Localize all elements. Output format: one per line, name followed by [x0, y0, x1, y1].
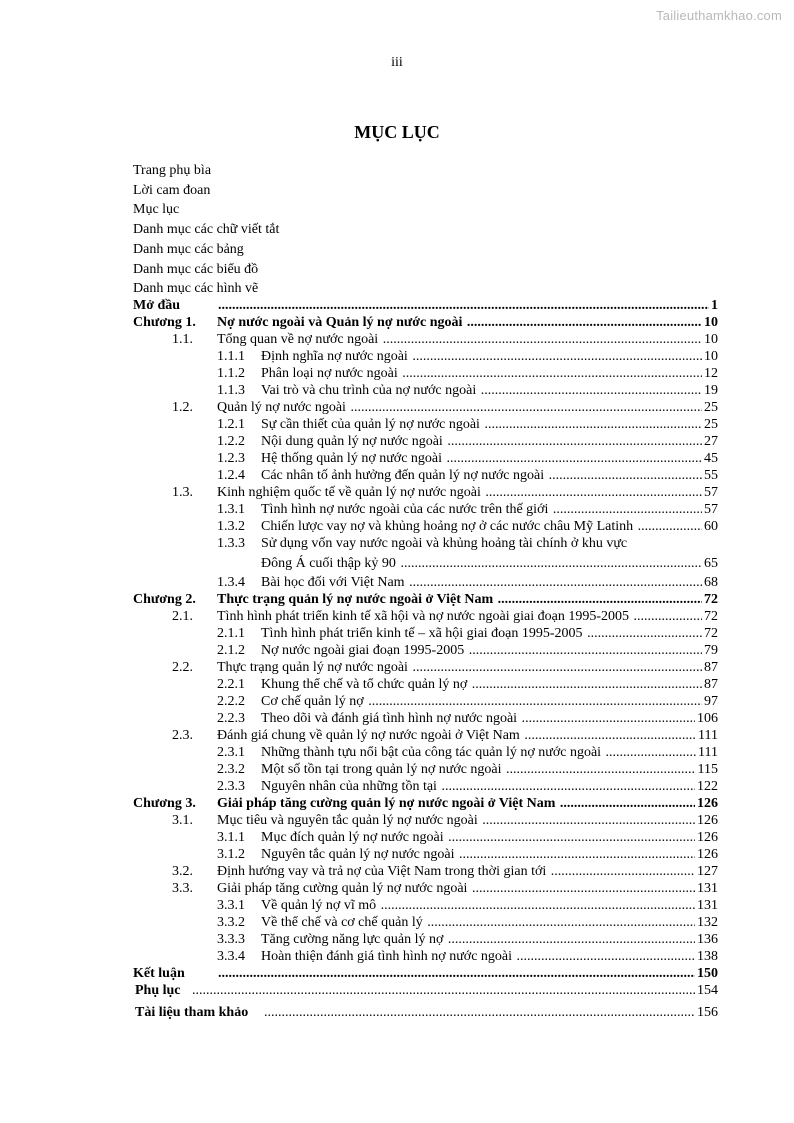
- toc-page-number: 87: [704, 677, 718, 692]
- toc-entry-text-with-leader: [217, 331, 718, 348]
- toc-entry[interactable]: [133, 484, 718, 501]
- page-title: MỤC LỤC: [354, 122, 440, 142]
- toc-entry-title: Thực trạng quản lý nợ nước ngoài: [217, 660, 408, 675]
- toc-subsection-number: 1.1.1: [217, 349, 245, 364]
- toc-entry[interactable]: [133, 501, 718, 518]
- toc-entry-text-with-leader: [261, 846, 718, 863]
- toc-entry-title: Nợ nước ngoài giai đoạn 1995-2005: [261, 643, 465, 658]
- toc-page-number: 68: [704, 575, 718, 590]
- toc-page-number: 72: [704, 609, 718, 624]
- toc-entry-title: Đánh giá chung về quản lý nợ nước ngoài ở Việt Nam: [217, 728, 520, 743]
- toc-section-number: 2.3.: [172, 728, 193, 743]
- toc-entry-title: Đông Á cuối thập kỷ 90: [261, 555, 396, 571]
- toc-page-number: 106: [697, 711, 718, 726]
- toc-entry-title: Định nghĩa nợ nước ngoài: [261, 349, 408, 364]
- toc-entry-title: Những thành tựu nổi bật của công tác quản lý nợ nước ngoài: [261, 745, 602, 760]
- toc-page-number: 10: [704, 349, 718, 364]
- front-matter-item: Mục lục: [133, 202, 180, 218]
- toc-entry[interactable]: [133, 727, 718, 744]
- toc-entry[interactable]: [133, 591, 718, 608]
- toc-chapter-label: Chương 3.: [133, 796, 196, 811]
- toc-entry-text-with-leader: [261, 501, 718, 518]
- toc-subsection-number: 1.3.3: [217, 536, 245, 551]
- toc-page-number: 87: [704, 660, 718, 675]
- toc-page-number: 25: [704, 417, 718, 432]
- toc-entry-title: [191, 983, 192, 998]
- toc-subsection-number: 1.3.4: [217, 575, 245, 590]
- toc-page-number: 131: [697, 881, 718, 896]
- toc-entry-text-with-leader: [261, 365, 718, 382]
- toc-entry-title: Mục tiêu và nguyên tắc quản lý nợ nước ngoài: [217, 813, 478, 828]
- toc-entry-title: [217, 966, 218, 981]
- toc-entry-title: Các nhân tố ảnh hưởng đến quản lý nợ nước ngoài: [261, 468, 545, 483]
- toc-entry[interactable]: [133, 416, 718, 433]
- toc-subsection-number: 1.1.3: [217, 383, 245, 398]
- toc-entry[interactable]: [133, 829, 718, 846]
- toc-section-number: 1.2.: [172, 400, 193, 415]
- toc-page-number: 126: [697, 847, 718, 862]
- toc-entry[interactable]: [133, 608, 718, 625]
- toc-entry-title: Tình hình phát triển kinh tế xã hội và nợ nước ngoài giai đoạn 1995-2005: [217, 609, 629, 624]
- toc-page-number: 10: [704, 315, 718, 330]
- toc-entry-text-with-leader: [217, 880, 718, 897]
- toc-entry-title: Khung thể chế và tổ chức quản lý nợ: [261, 677, 468, 692]
- toc-entry-title: Cơ chế quản lý nợ: [261, 694, 364, 709]
- toc-subsection-number: 3.3.2: [217, 915, 245, 930]
- toc-entry[interactable]: [133, 710, 718, 727]
- front-matter-item: Danh mục các hình vẽ: [133, 281, 259, 297]
- toc-subsection-number: 1.3.2: [217, 519, 245, 534]
- toc-subsection-number: 3.3.4: [217, 949, 245, 964]
- toc-entry[interactable]: [133, 642, 718, 659]
- toc-subsection-number: 3.3.3: [217, 932, 245, 947]
- toc-page-number: 12: [704, 366, 718, 381]
- toc-entry-text-with-leader: [217, 484, 718, 501]
- toc-entry-title: Tổng quan về nợ nước ngoài: [217, 332, 379, 347]
- toc-entry-text-with-leader: [217, 297, 718, 314]
- toc-entry-title: Kinh nghiệm quốc tế về quản lý nợ nước ngoài: [217, 485, 481, 500]
- toc-entry[interactable]: [133, 761, 718, 778]
- toc-section-number: 1.1.: [172, 332, 193, 347]
- toc-entry-title: Mục đích quản lý nợ nước ngoài: [261, 830, 444, 845]
- toc-entry-text-with-leader: [217, 727, 718, 744]
- toc-page-number: 27: [704, 434, 718, 449]
- toc-top-label: Phụ lục: [135, 983, 181, 998]
- toc-page-number: 111: [698, 745, 718, 760]
- toc-chapter-label: Chương 2.: [133, 592, 196, 607]
- toc-page-number: 131: [697, 898, 718, 913]
- toc-subsection-number: 2.2.3: [217, 711, 245, 726]
- toc-entry-title: Sự cần thiết của quản lý nợ nước ngoài: [261, 417, 480, 432]
- toc-page-number: 79: [704, 643, 718, 658]
- toc-entry[interactable]: [133, 659, 718, 676]
- toc-entry[interactable]: [133, 676, 718, 693]
- front-matter-item: Lời cam đoan: [133, 182, 211, 198]
- toc-page-number: 97: [704, 694, 718, 709]
- toc-subsection-number: 2.3.1: [217, 745, 245, 760]
- toc-section-number: 1.3.: [172, 485, 193, 500]
- toc-entry[interactable]: [133, 433, 718, 450]
- toc-entry[interactable]: [133, 574, 718, 591]
- toc-subsection-number: 1.3.1: [217, 502, 245, 517]
- toc-entry[interactable]: [133, 450, 718, 467]
- toc-entry-text-with-leader: [261, 416, 718, 433]
- front-matter-item: Danh mục các bảng: [133, 241, 244, 257]
- toc-section-number: 2.1.: [172, 609, 193, 624]
- toc-entry[interactable]: [133, 914, 718, 931]
- toc-page-number: 154: [697, 983, 718, 998]
- toc-entry[interactable]: [133, 948, 718, 965]
- toc-page-number: 115: [697, 762, 718, 777]
- toc-page-number: 126: [697, 796, 718, 811]
- toc-entry-text-with-leader: [261, 693, 718, 710]
- toc-page-number: 126: [697, 813, 718, 828]
- toc-entry-title: Chiến lược vay nợ và khủng hoảng nợ ở các nước châu Mỹ Latinh: [261, 519, 634, 534]
- toc-entry-text-with-leader: [261, 642, 718, 659]
- toc-entry[interactable]: [133, 880, 718, 897]
- toc-entry-title: Quản lý nợ nước ngoài: [217, 400, 346, 415]
- toc-entry-text-with-leader: [217, 965, 718, 982]
- toc-entry-text-with-leader: [191, 982, 718, 999]
- toc-subsection-number: 3.1.2: [217, 847, 245, 862]
- toc-subsection-number: 1.2.3: [217, 451, 245, 466]
- toc-page-number: 45: [704, 451, 718, 466]
- toc-entry-title: Tình hình nợ nước ngoài của các nước trên thế giới: [261, 502, 549, 517]
- toc-page-number: 25: [704, 400, 718, 415]
- toc-entry-title: Giải pháp tăng cường quản lý nợ nước ngoài ở Việt Nam: [217, 796, 556, 811]
- toc-entry-title: Tăng cường năng lực quản lý nợ: [261, 932, 444, 947]
- toc-subsection-number: 1.2.4: [217, 468, 245, 483]
- toc-entry-title: Nguyên tắc quản lý nợ nước ngoài: [261, 847, 455, 862]
- toc-entry[interactable]: [133, 795, 718, 812]
- toc-entry[interactable]: [133, 863, 718, 880]
- toc-entry-text-with-leader: [261, 555, 718, 572]
- toc-page-number: 10: [704, 332, 718, 347]
- toc-subsection-number: 3.3.1: [217, 898, 245, 913]
- toc-page-number: 57: [704, 502, 718, 517]
- toc-subsection-number: 2.2.1: [217, 677, 245, 692]
- toc-entry-text-with-leader: [217, 812, 718, 829]
- front-matter-item: Danh mục các biểu đồ: [133, 261, 259, 277]
- toc-entry-text-with-leader: [261, 348, 718, 365]
- toc-entry-title: Sử dụng vốn vay nước ngoài và khủng hoảng tài chính ở khu vực: [261, 536, 628, 551]
- toc-entry-text-with-leader: [261, 761, 718, 778]
- toc-entry[interactable]: [133, 846, 718, 863]
- toc-section-number: 3.1.: [172, 813, 193, 828]
- toc-subsection-number: 2.2.2: [217, 694, 245, 709]
- toc-entry-title: [263, 1005, 264, 1020]
- toc-subsection-number: 1.2.1: [217, 417, 245, 432]
- toc-section-number: 3.3.: [172, 881, 193, 896]
- toc-page-number: 122: [697, 779, 718, 794]
- toc-entry-title: Về thể chế và cơ chế quản lý: [261, 915, 423, 930]
- toc-entry-title: Nội dung quản lý nợ nước ngoài: [261, 434, 443, 449]
- toc-entry[interactable]: [133, 365, 718, 382]
- toc-page-number: 150: [697, 966, 718, 981]
- toc-entry-title: Một số tồn tại trong quản lý nợ nước ngoài: [261, 762, 502, 777]
- toc-entry-text-with-leader: [261, 897, 718, 914]
- toc-entry[interactable]: [133, 897, 718, 914]
- toc-entry[interactable]: [133, 1004, 718, 1026]
- toc-chapter-label: Chương 1.: [133, 315, 196, 330]
- toc-page-number: 57: [704, 485, 718, 500]
- toc-subsection-number: 2.1.1: [217, 626, 245, 641]
- toc-entry[interactable]: [133, 467, 718, 484]
- toc-entry-text-with-leader: [261, 450, 718, 467]
- toc-entry-text-with-leader: [217, 399, 718, 416]
- watermark: Tailieuthamkhao.com: [656, 8, 782, 23]
- toc-entry-text-with-leader: [261, 535, 718, 552]
- toc-entry-title: Theo dõi và đánh giá tình hình nợ nước ngoài: [261, 711, 518, 726]
- toc-subsection-number: 2.3.2: [217, 762, 245, 777]
- toc-entry[interactable]: [133, 382, 718, 399]
- toc-entry[interactable]: [133, 982, 718, 1004]
- toc-section-number: 3.2.: [172, 864, 193, 879]
- toc-entry[interactable]: [133, 399, 718, 416]
- toc-page-number: 126: [697, 830, 718, 845]
- toc-subsection-number: 2.1.2: [217, 643, 245, 658]
- toc-page-number: 132: [697, 915, 718, 930]
- toc-entry[interactable]: [133, 744, 718, 761]
- toc-entry-title: Bài học đối với Việt Nam: [261, 575, 405, 590]
- toc-subsection-number: 2.3.3: [217, 779, 245, 794]
- toc-entry-title: Nguyên nhân của những tồn tại: [261, 779, 437, 794]
- toc-entry-text-with-leader: [261, 931, 718, 948]
- toc-page-number: 72: [704, 592, 718, 607]
- toc-entry[interactable]: [133, 778, 718, 795]
- toc-entry-text-with-leader: [261, 744, 718, 761]
- toc-subsection-number: 3.1.1: [217, 830, 245, 845]
- toc-top-label: Mở đầu: [133, 298, 181, 313]
- toc-entry-title: [217, 298, 218, 313]
- toc-page-number: 127: [697, 864, 718, 879]
- toc-entry-text-with-leader: [261, 433, 718, 450]
- toc-page-number: 138: [697, 949, 718, 964]
- toc-entry-title: Về quản lý nợ vĩ mô: [261, 898, 377, 913]
- toc-entry[interactable]: [133, 314, 718, 331]
- toc-entry-text-with-leader: [217, 863, 718, 880]
- toc-entry-text-with-leader: [261, 382, 718, 399]
- toc-entry[interactable]: [133, 348, 718, 365]
- toc-page-number: 55: [704, 468, 718, 483]
- toc-entry-text-with-leader: [217, 795, 718, 812]
- toc-entry-text-with-leader: [261, 914, 718, 931]
- toc-entry-title: Vai trò và chu trình của nợ nước ngoài: [261, 383, 477, 398]
- toc-entry-text-with-leader: [217, 591, 718, 608]
- toc-entry[interactable]: [133, 965, 718, 982]
- toc-page-number: 136: [697, 932, 718, 947]
- table-of-contents: [133, 297, 718, 1026]
- toc-entry-text-with-leader: [261, 574, 718, 591]
- toc-entry[interactable]: [133, 535, 718, 555]
- toc-entry-text-with-leader: [261, 676, 718, 693]
- toc-entry-text-with-leader: [217, 608, 718, 625]
- toc-entry-title: Giải pháp tăng cường quản lý nợ nước ngoài: [217, 881, 468, 896]
- toc-entry[interactable]: [133, 331, 718, 348]
- toc-entry-text-with-leader: [261, 829, 718, 846]
- toc-entry-title: Phân loại nợ nước ngoài: [261, 366, 398, 381]
- toc-page-number: 156: [697, 1005, 718, 1020]
- toc-entry-title: Thực trạng quản lý nợ nước ngoài ở Việt Nam: [217, 592, 494, 607]
- toc-page-number: 72: [704, 626, 718, 641]
- toc-entry-text-with-leader: [217, 314, 718, 331]
- toc-page-number: 65: [704, 555, 718, 571]
- toc-entry-text-with-leader: [217, 659, 718, 676]
- toc-entry-text-with-leader: [261, 625, 718, 642]
- toc-entry[interactable]: [133, 812, 718, 829]
- toc-entry[interactable]: [133, 297, 718, 314]
- toc-entry[interactable]: [133, 555, 718, 575]
- toc-entry-text-with-leader: [263, 1004, 718, 1021]
- toc-entry-text-with-leader: [261, 778, 718, 795]
- toc-entry[interactable]: [133, 693, 718, 710]
- toc-subsection-number: 1.2.2: [217, 434, 245, 449]
- toc-entry[interactable]: [133, 931, 718, 948]
- toc-top-label: Kết luận: [133, 966, 185, 981]
- toc-entry-text-with-leader: [261, 467, 718, 484]
- page-number: iii: [391, 55, 403, 70]
- front-matter-item: Trang phụ bìa: [133, 163, 212, 178]
- toc-page-number: 19: [704, 383, 718, 398]
- toc-section-number: 2.2.: [172, 660, 193, 675]
- toc-entry-title: Tình hình phát triển kinh tế – xã hội giai đoạn 1995-2005: [261, 626, 583, 641]
- front-matter-list: [133, 161, 279, 299]
- toc-entry-title: Nợ nước ngoài và Quản lý nợ nước ngoài: [217, 315, 463, 330]
- toc-page-number: 111: [698, 728, 718, 743]
- toc-top-label: Tài liệu tham khảo: [135, 1005, 249, 1020]
- toc-entry-text-with-leader: [261, 518, 718, 535]
- toc-entry-title: Hệ thống quản lý nợ nước ngoài: [261, 451, 443, 466]
- toc-entry-text-with-leader: [261, 948, 718, 965]
- toc-entry[interactable]: [133, 625, 718, 642]
- toc-page-number: 60: [704, 519, 718, 534]
- toc-page-number: 1: [711, 298, 718, 313]
- front-matter-item: Danh mục các chữ viết tắt: [133, 222, 280, 238]
- toc-entry-title: Định hướng vay và trả nợ của Việt Nam trong thời gian tới: [217, 864, 547, 879]
- toc-entry[interactable]: [133, 518, 718, 535]
- toc-entry-text-with-leader: [261, 710, 718, 727]
- toc-subsection-number: 1.1.2: [217, 366, 245, 381]
- toc-entry-title: Hoàn thiện đánh giá tình hình nợ nước ngoài: [261, 949, 513, 964]
